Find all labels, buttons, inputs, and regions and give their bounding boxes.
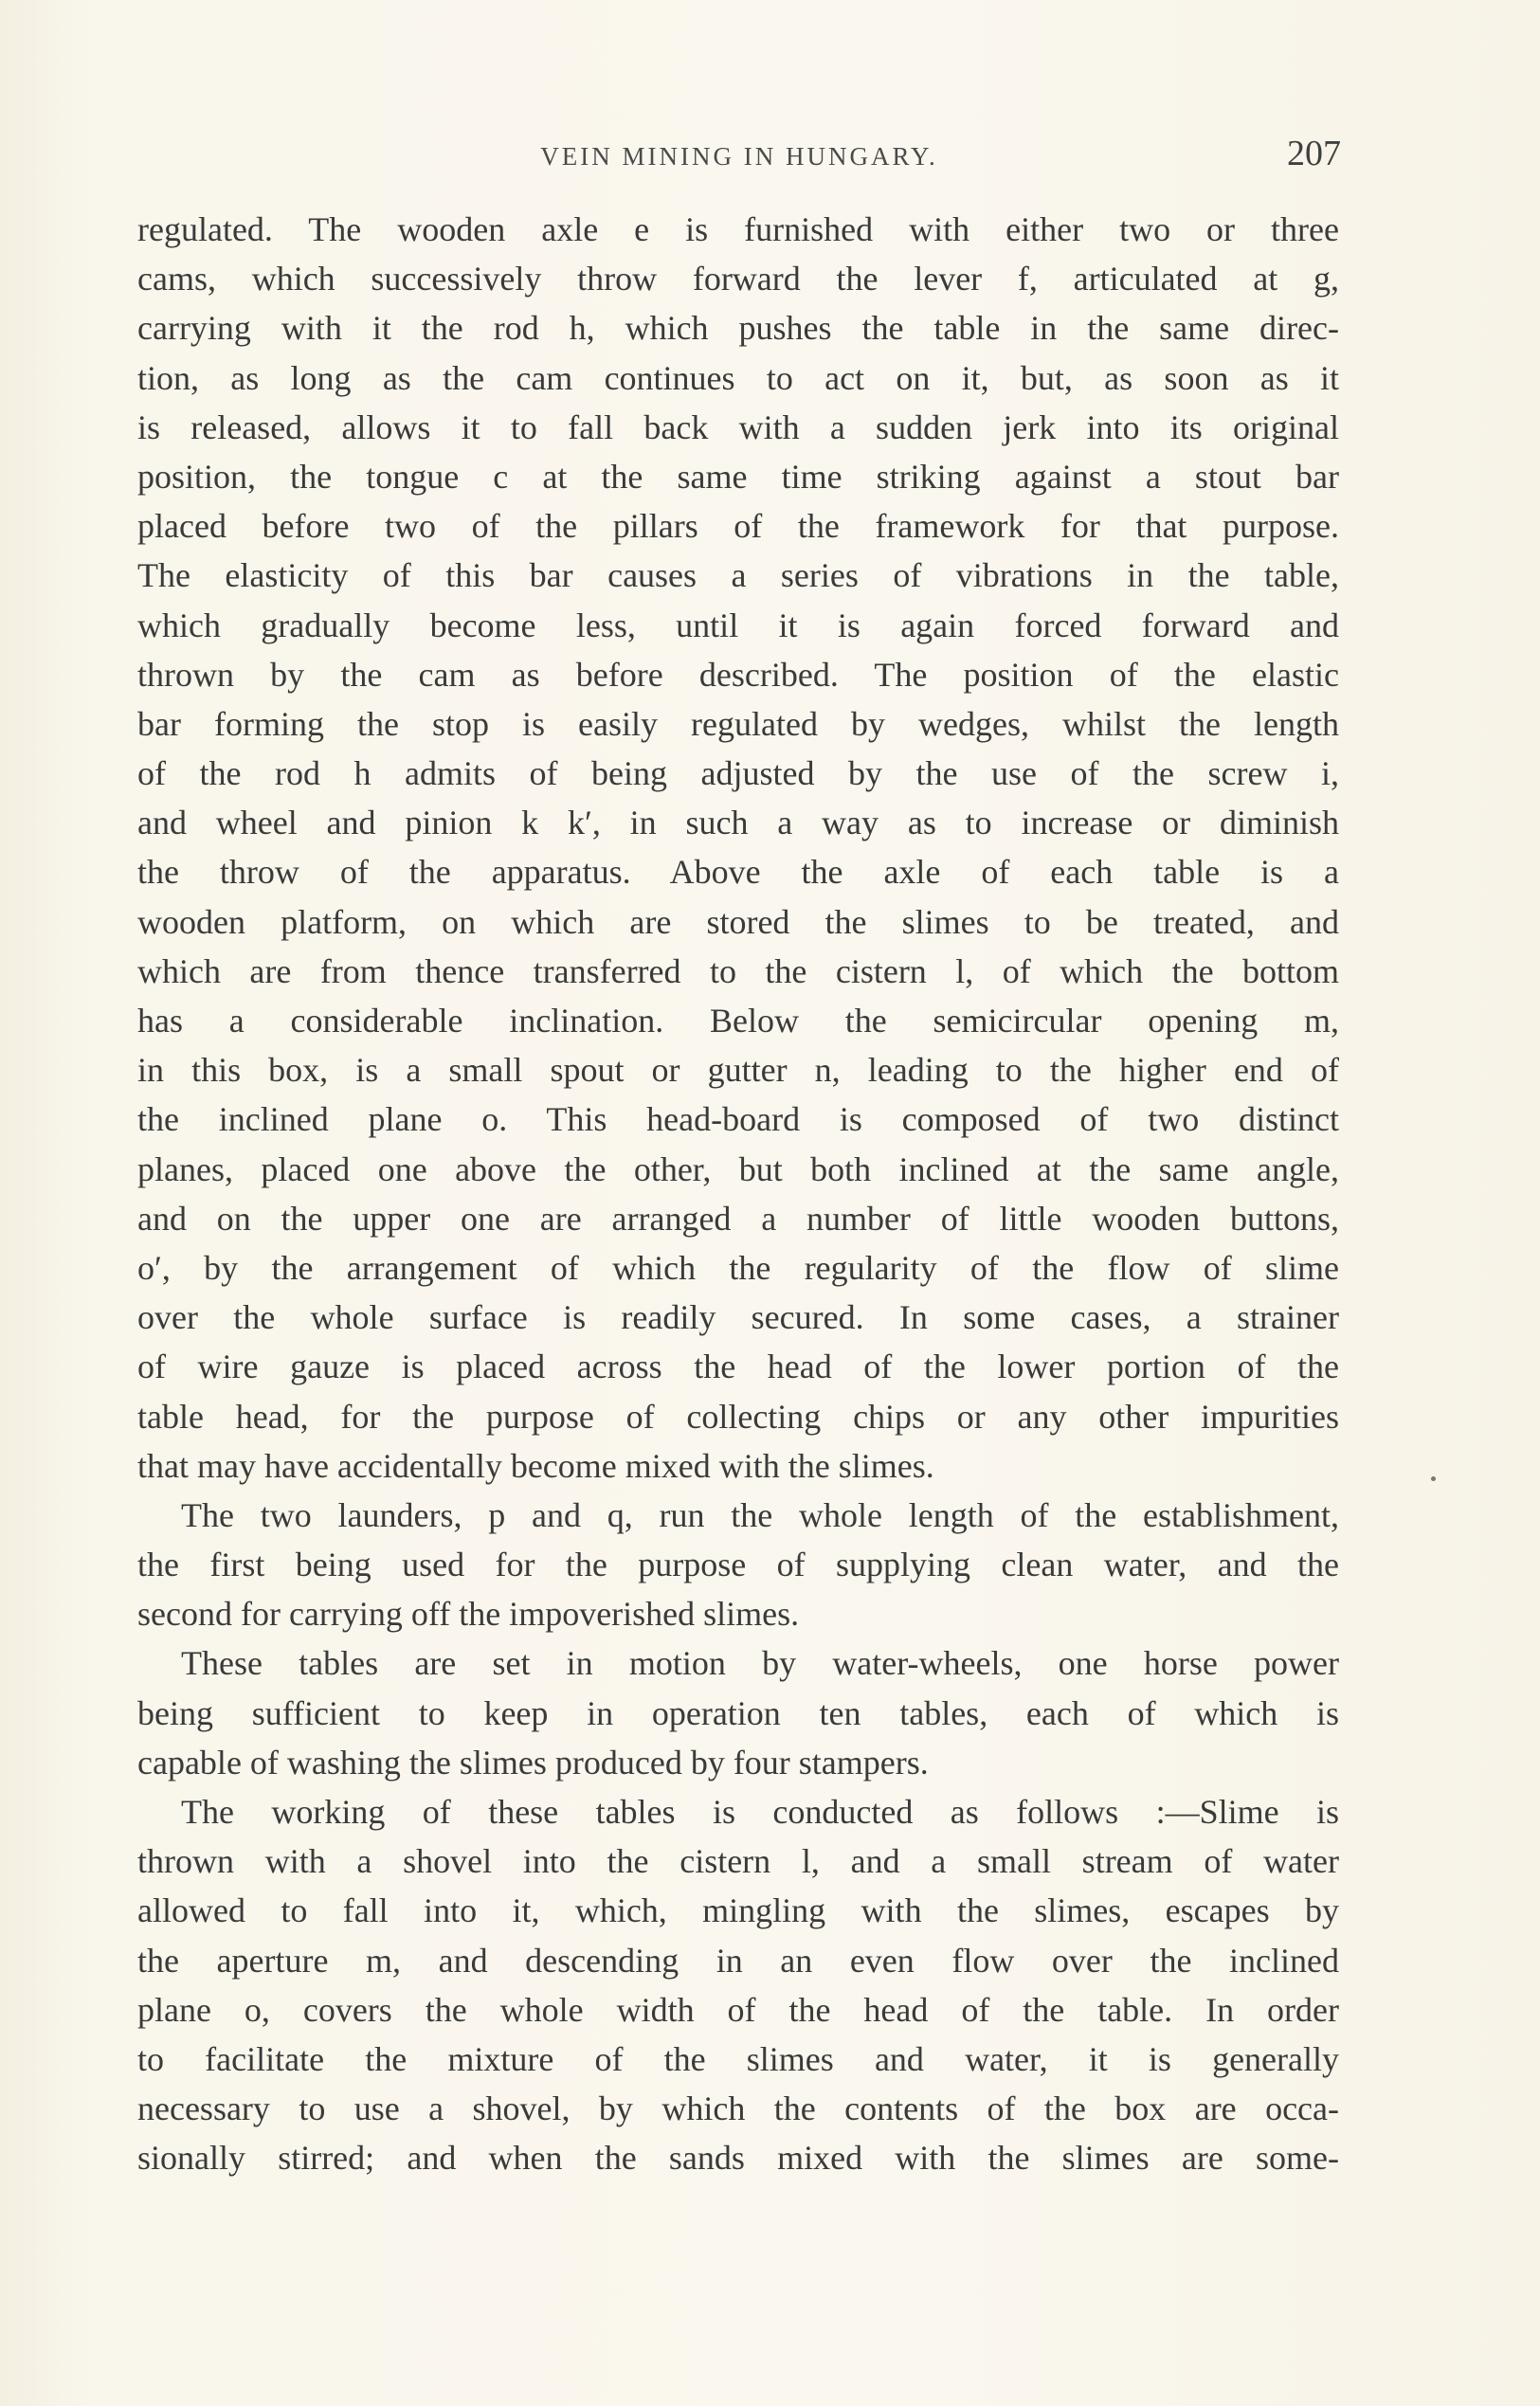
running-head: VEIN MINING IN HUNGARY. <box>540 142 938 171</box>
text-line: allowed to fall into it, which, mingling with the slimes, escapes by <box>137 1891 1339 1930</box>
text-line: The elasticity of this bar causes a series of vibrations in the table, <box>137 556 1339 595</box>
text-line: carrying with it the rod h, which pushes the table in the same direc- <box>137 309 1339 348</box>
text-line: in this box, is a small spout or gutter n, leading to the higher end of <box>137 1051 1339 1090</box>
text-line: sionally stirred; and when the sands mixed with the slimes are some- <box>137 2139 1339 2178</box>
text-line: the throw of the apparatus. Above the axle of each table is a <box>137 853 1339 892</box>
text-line: planes, placed one above the other, but both inclined at the same angle, <box>137 1149 1339 1188</box>
paper-speck <box>1431 1476 1436 1481</box>
text-line: position, the tongue c at the same time striking against a stout bar <box>137 457 1339 496</box>
text-line: second for carrying off the impoverished slimes. <box>137 1595 800 1634</box>
text-line: that may have accidentally become mixed with the slimes. <box>137 1446 934 1485</box>
body-text <box>137 205 1339 2183</box>
text-line: placed before two of the pillars of the framework for that purpose. <box>137 507 1339 546</box>
text-line: and wheel and pinion k k′, in such a way as to increase or diminish <box>137 804 1339 842</box>
text-line: is released, allows it to fall back with a sudden jerk into its original <box>137 407 1339 446</box>
page-header <box>137 133 1341 180</box>
text-line: the first being used for the purpose of supplying clean water, and the <box>137 1546 1339 1584</box>
text-line: thrown by the cam as before described. The position of the elastic <box>137 655 1339 694</box>
text-line: of wire gauze is placed across the head of the lower portion of the <box>137 1348 1339 1386</box>
text-line: These tables are set in motion by water-wheels, one horse power <box>181 1644 1339 1683</box>
text-line: has a considerable inclination. Below the semicircular opening m, <box>137 1002 1339 1040</box>
text-line: capable of washing the slimes produced by four stampers. <box>137 1743 929 1782</box>
text-line: over the whole surface is readily secured. In some cases, a strainer <box>137 1298 1339 1337</box>
text-line: which are from thence transferred to the cistern l, of which the bottom <box>137 951 1339 990</box>
text-line: wooden platform, on which are stored the slimes to be treated, and <box>137 902 1339 941</box>
text-line: the aperture m, and descending in an even flow over the inclined <box>137 1941 1339 1980</box>
text-line: bar forming the stop is easily regulated by wedges, whilst the length <box>137 704 1339 743</box>
text-line: regulated. The wooden axle e is furnished with either two or three <box>137 210 1339 248</box>
text-line: o′, by the arrangement of which the regularity of the flow of slime <box>137 1248 1339 1287</box>
text-line: the inclined plane o. This head-board is composed of two distinct <box>137 1100 1339 1139</box>
text-line: plane o, covers the whole width of the head of the table. In order <box>137 1990 1339 2029</box>
text-line: of the rod h admits of being adjusted by the use of the screw i, <box>137 754 1339 793</box>
text-line: tion, as long as the cam continues to act on it, but, as soon as it <box>137 358 1339 397</box>
text-line: cams, which successively throw forward the lever f, articulated at g, <box>137 260 1339 298</box>
text-line: The working of these tables is conducted as follows :—Slime is <box>181 1793 1339 1831</box>
text-line: being sufficient to keep in operation ten tables, each of which is <box>137 1693 1339 1732</box>
page-number: 207 <box>1287 134 1341 173</box>
text-line: which gradually become less, until it is again forced forward and <box>137 606 1339 644</box>
text-line: necessary to use a shovel, by which the contents of the box are occa- <box>137 2089 1339 2128</box>
text-line: thrown with a shovel into the cistern l, and a small stream of water <box>137 1842 1339 1881</box>
text-line: to facilitate the mixture of the slimes and water, it is generally <box>137 2039 1339 2078</box>
text-line: and on the upper one are arranged a number of little wooden buttons, <box>137 1199 1339 1238</box>
text-line: The two launders, p and q, run the whole length of the establishment, <box>181 1495 1339 1534</box>
text-line: table head, for the purpose of collecting chips or any other impurities <box>137 1397 1339 1436</box>
